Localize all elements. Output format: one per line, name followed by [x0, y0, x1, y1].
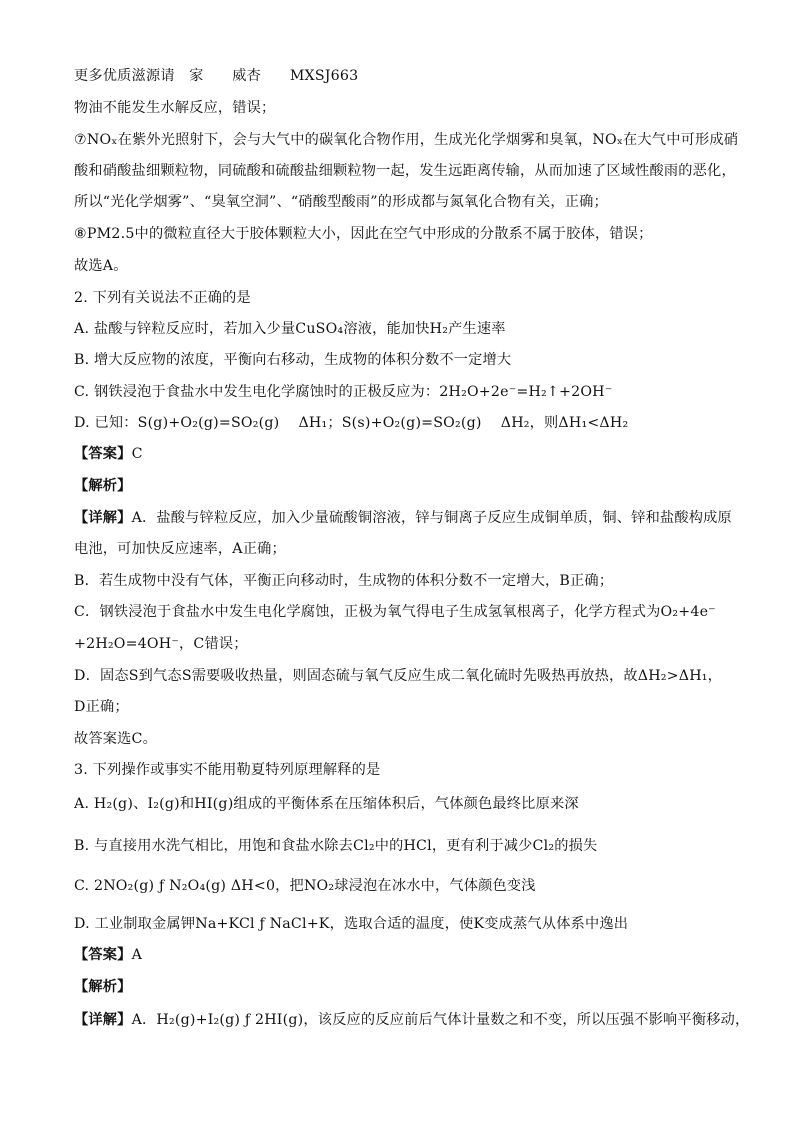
paragraph-line: ⑦NOₓ在紫外光照射下，会与大气中的碳氧化合物作用，生成光化学烟雾和臭氧，NOₓ在大气中可形成硝: [74, 132, 739, 148]
question-2-option-a: A. 盐酸与锌粒反应时，若加入少量CuSO₄溶液，能加快H₂产生速率: [74, 321, 506, 337]
paragraph-line: ⑧PM2.5中的微粒直径大于胶体颗粒大小，因此在空气中形成的分散系不属于胶体，错误；: [74, 226, 653, 242]
question-2-explain-line: +2H₂O=4OH⁻，C错误；: [74, 636, 248, 652]
question-2-explain-line: D正确；: [74, 699, 129, 715]
question-3-option-c: C. 2NO₂(g) ƒ N₂O₄(g) ΔH<0，把NO₂球浸泡在冰水中，气体颜色变浅: [74, 878, 536, 894]
question-2-option-d: D. 已知：S(g)+O₂(g)=SO₂(g) ΔH₁；S(s)+O₂(g)=SO₂(g) ΔH₂，则ΔH₁<ΔH₂: [74, 415, 629, 431]
question-2-option-b: B. 增大反应物的浓度，平衡向右移动，生成物的体积分数不一定增大: [74, 352, 512, 368]
question-3-answer: [74, 945, 142, 965]
question-2-explain-line: D．固态S到气态S需要吸收热量，则固态硫与氧气反应生成二氧化硫时先吸热再放热，故ΔH₂>ΔH₁，: [74, 668, 723, 684]
question-3-option-d: D. 工业制取金属钾Na+KCl ƒ NaCl+K，选取合适的温度，使K变成蒸气从体系中逸出: [74, 916, 629, 932]
answer-tag: 【答案】: [74, 446, 132, 462]
question-3-explain-line: [74, 1010, 749, 1030]
question-2-analysis-tag: 【解析】: [74, 478, 132, 494]
question-2-answer: [74, 444, 143, 464]
question-2-explain-line: 故答案选C。: [74, 731, 157, 747]
question-2-explain-line: 电池，可加快反应速率，A正确；: [74, 541, 286, 557]
question-2-explain-line: [74, 508, 732, 528]
explain-text: A．H₂(g)+I₂(g) ƒ 2HI(g)，该反应的反应前后气体计量数之和不变，所以压强不影响平衡移动，: [131, 1012, 750, 1028]
answer-tag: 【答案】: [74, 947, 132, 963]
question-2-explain-line: C．钢铁浸泡于食盐水中发生电化学腐蚀，正极为氧气得电子生成氢氧根离子，化学方程式为O₂+4e⁻: [74, 604, 716, 620]
answer-value: A: [131, 947, 143, 963]
question-3-analysis-tag: 【解析】: [74, 979, 132, 995]
detail-tag: 【详解】: [74, 1012, 132, 1028]
question-3-stem: 3. 下列操作或事实不能用勒夏特列原理解释的是: [74, 762, 381, 778]
paragraph-line: 所以“光化学烟雾”、“臭氧空洞”、“硝酸型酸雨”的形成都与氮氧化合物有关，正确；: [74, 194, 608, 210]
question-3-option-a: A. H₂(g)、I₂(g)和HI(g)组成的平衡体系在压缩体积后，气体颜色最终比原来深: [74, 796, 579, 812]
page-header: 更多优质滋源请 家 威杏 MXSJ663: [74, 68, 359, 84]
question-3-option-b: B. 与直接用水洗气相比，用饱和食盐水除去Cl₂中的HCl，更有利于减少Cl₂的损失: [74, 838, 598, 854]
detail-tag: 【详解】: [74, 510, 132, 526]
answer-value: C: [131, 446, 143, 462]
question-2-stem: 2. 下列有关说法不正确的是: [74, 290, 251, 306]
paragraph-line: 物油不能发生水解反应，错误；: [74, 100, 276, 116]
paragraph-line: 故选A。: [74, 258, 128, 274]
question-2-option-c: C. 钢铁浸泡于食盐水中发生电化学腐蚀时的正极反应为：2H₂O+2e⁻=H₂↑+2OH⁻: [74, 384, 613, 400]
question-2-explain-line: B．若生成物中没有气体，平衡正向移动时，生成物的体积分数不一定增大，B正确；: [74, 573, 614, 589]
explain-text: A．盐酸与锌粒反应，加入少量硫酸铜溶液，锌与铜离子反应生成铜单质，铜、锌和盐酸构成原: [131, 510, 732, 526]
paragraph-line: 酸和硝酸盐细颗粒物，同硫酸和硫酸盐细颗粒物一起，发生远距离传输，从而加速了区域性酸雨的恶化，: [74, 163, 736, 179]
